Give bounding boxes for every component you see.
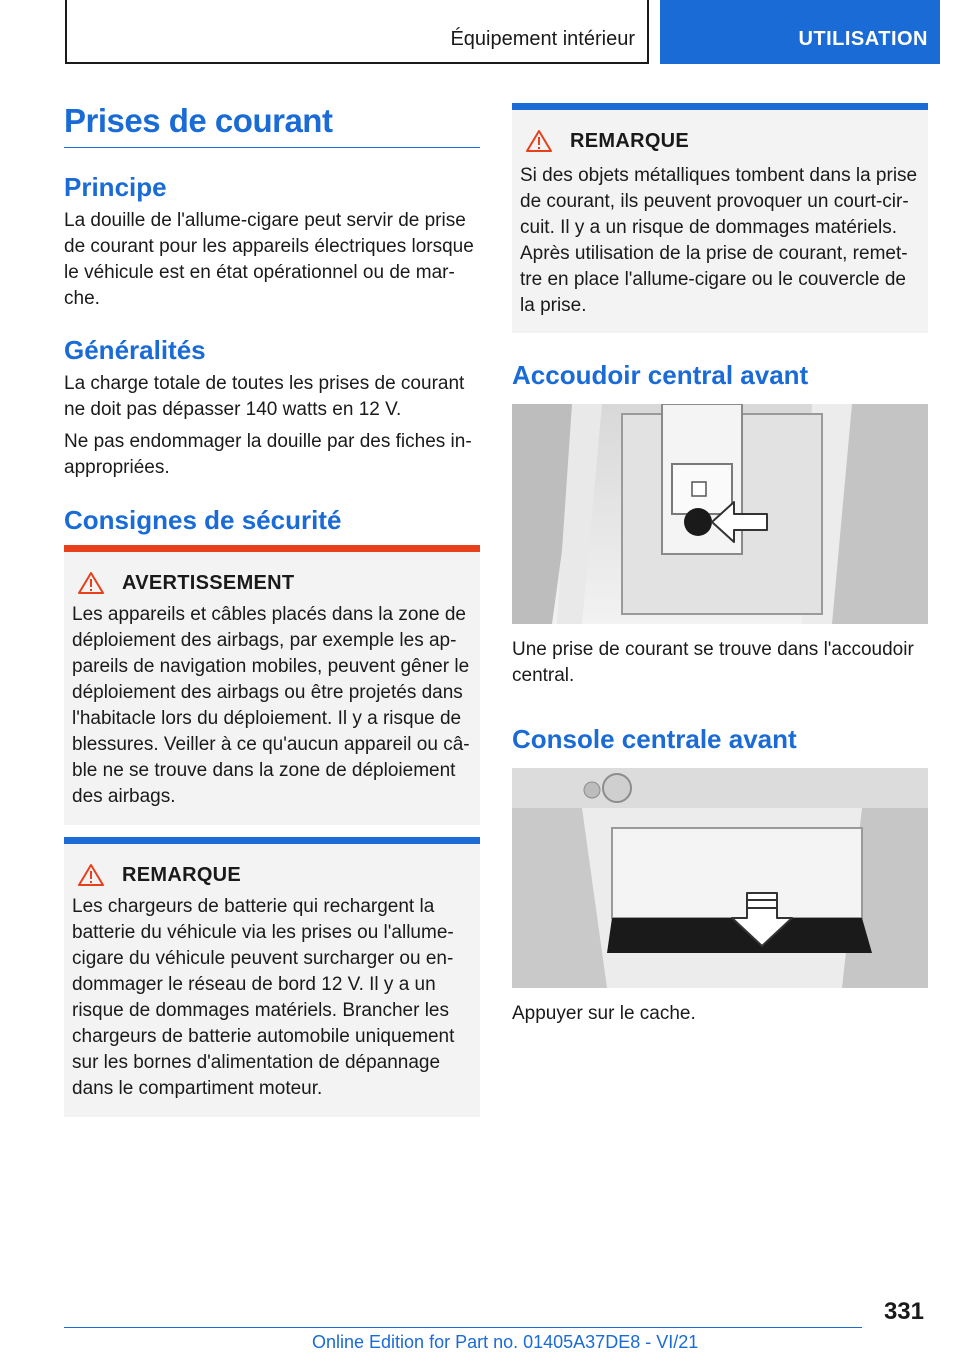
notice-header-2 (526, 129, 689, 153)
accoudoir-heading: Accoudoir central avant (512, 360, 809, 390)
generalites-heading: Généralités (64, 335, 206, 365)
header-chapter-title: UTILISATION (798, 28, 928, 50)
notice-bar-1 (64, 837, 480, 844)
generalites-text-1: La charge totale de toutes les prises de courant ne doit pas dépasser 140 watts en 12 V. (64, 373, 465, 420)
footer-edition: Online Edition for Part no. 01405A37DE8 - VI/21 (312, 1332, 699, 1352)
notice-box-1 (64, 837, 480, 1117)
console-photo (512, 768, 928, 988)
page-title: Prises de courant (64, 102, 333, 139)
console-caption: Appuyer sur le cache. (512, 1003, 696, 1024)
notice-triangle-icon (78, 863, 104, 887)
console-heading: Console centrale avant (512, 724, 797, 754)
warning-label: AVERTISSEMENT (122, 571, 295, 594)
notice-box-2 (512, 103, 928, 333)
footer-divider (64, 1327, 862, 1328)
notice-header-1 (78, 863, 241, 887)
page-number: 331 (883, 1298, 924, 1325)
warning-box (64, 545, 480, 825)
notice-label-2: REMARQUE (570, 129, 690, 152)
notice-bar-2 (512, 103, 928, 110)
header-section-box (65, 0, 649, 64)
notice-label-1: REMARQUE (122, 863, 242, 886)
principe-heading: Principe (64, 172, 167, 202)
armrest-photo (512, 404, 928, 624)
consignes-heading: Consignes de sécurité (64, 505, 342, 535)
warning-triangle-icon (78, 571, 104, 595)
warning-text: Les appareils et câbles placés dans la zone de déploiement des airbags, par exemple les appareils de navigation mobiles, peuvent gêner le déploiement des airbags ou être projetés dans l'habitacle lors du déploiement. Il y a risque de blessures. Veiller à ce qu'aucun appareil ou câble ne se trouve dans la zone de déploiement des airbags. (72, 604, 470, 807)
accoudoir-caption: Une prise de courant se trouve dans l'accoudoir central. (512, 639, 914, 686)
notice-text-1: Les chargeurs de batterie qui rechargent la batterie du véhicule via les prises ou l'allume-cigare du véhicule peuvent surcharger ou endommager le réseau de bord 12 V. Il y a un risque de dommages matériels. Brancher les chargeurs de batterie automobile uniquement sur les bornes d'alimentation de dépannage dans le compartiment moteur. (72, 896, 455, 1099)
title-divider (64, 147, 480, 148)
principe-text: La douille de l'allume-cigare peut servir de prise de courant pour les appareils électriques lorsque le véhicule est en état opérationnel ou de marche. (64, 210, 474, 309)
warning-bar (64, 545, 480, 552)
warning-header (78, 571, 294, 595)
generalites-text-2: Ne pas endommager la douille par des fiches inappropriées. (64, 431, 472, 478)
header-chapter-box (660, 0, 940, 64)
notice-triangle-icon (526, 129, 552, 153)
header-section-title: Équipement intérieur (450, 28, 635, 50)
notice-text-2: Si des objets métalliques tombent dans la prise de courant, ils peuvent provoquer un court-circuit. Il y a un risque de dommages matériels. Après utilisation de la prise de courant, remettre en place l'allume-cigare ou le couvercle de la prise. (520, 165, 918, 316)
